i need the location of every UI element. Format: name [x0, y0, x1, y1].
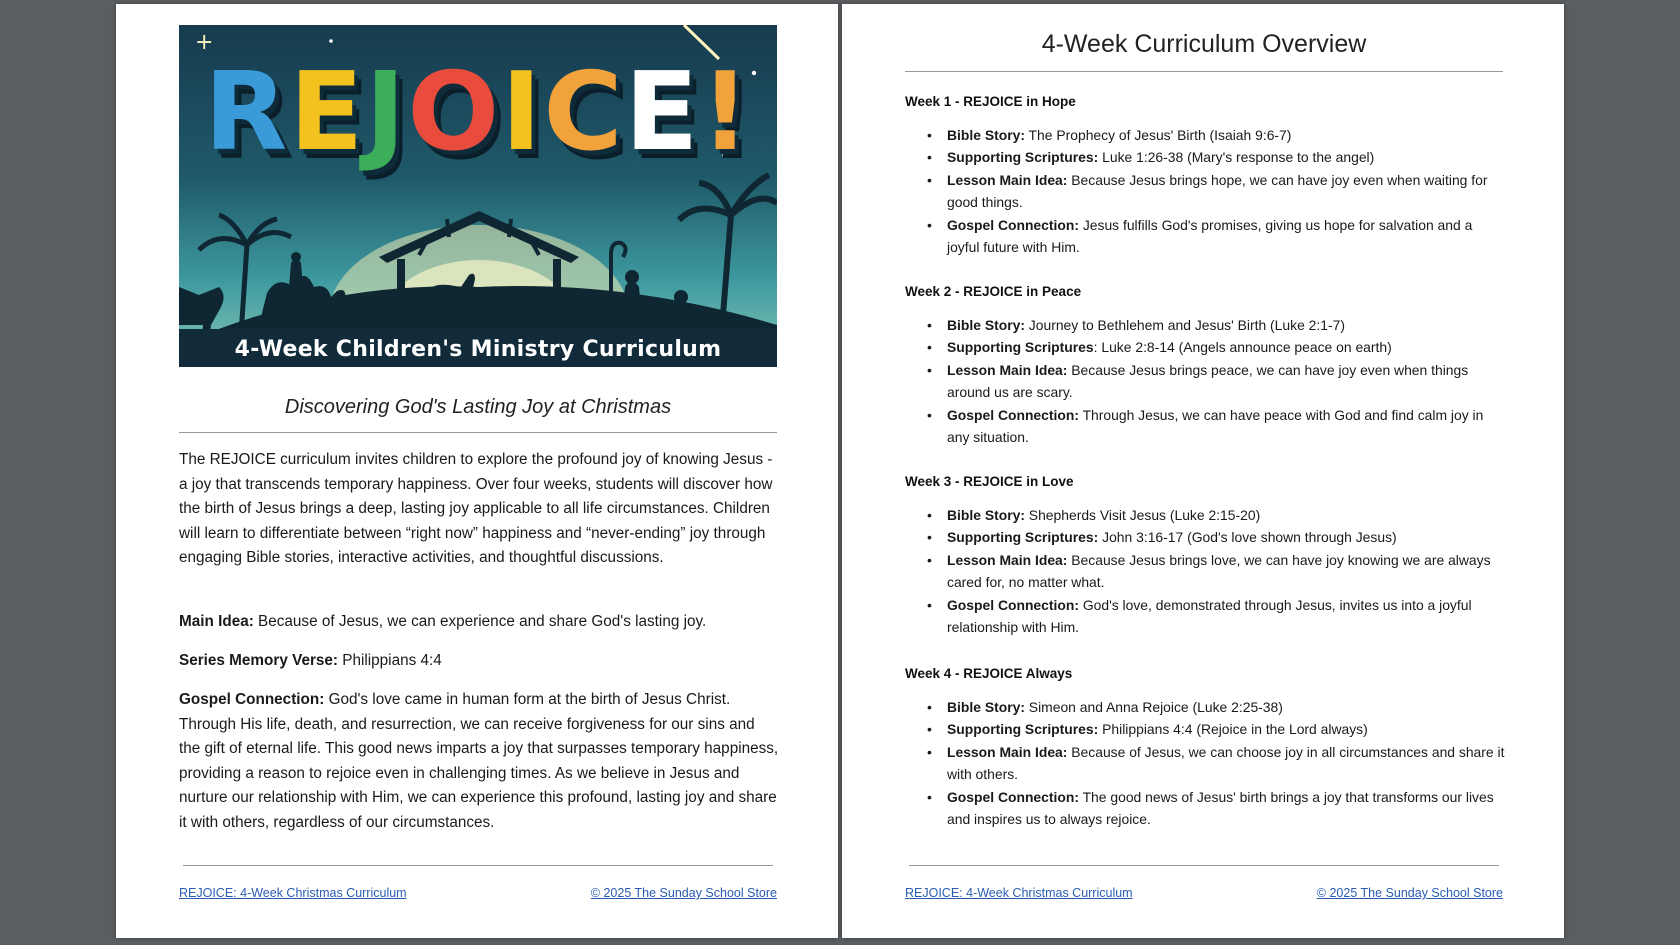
week-items-list — [905, 696, 1505, 830]
item-text: Philippians 4:4 (Rejoice in the Lord always) — [1098, 721, 1368, 738]
main-idea-label: Main Idea: — [179, 613, 254, 630]
divider — [905, 71, 1503, 72]
item-text: : Luke 2:8-14 (Angels announce peace on earth) — [1093, 339, 1392, 356]
main-idea-paragraph — [179, 610, 779, 635]
item-label: Bible Story: — [947, 507, 1025, 523]
list-item — [947, 504, 1505, 526]
divider — [179, 432, 777, 433]
memory-verse-text: Philippians 4:4 — [338, 652, 442, 669]
footer-title-link[interactable]: REJOICE: 4-Week Christmas Curriculum — [905, 886, 1133, 900]
item-label: Bible Story: — [947, 699, 1025, 715]
list-item — [947, 146, 1505, 168]
item-text: Luke 1:26-38 (Mary's response to the angel) — [1098, 149, 1375, 166]
cover-letter: C — [543, 50, 625, 175]
list-item — [947, 549, 1505, 594]
main-idea-text: Because of Jesus, we can experience and share God's lasting joy. — [253, 613, 707, 630]
week-title: Week 2 - REJOICE in Peace — [905, 284, 1082, 299]
list-item — [947, 696, 1505, 718]
list-item — [947, 169, 1505, 214]
list-item — [947, 786, 1505, 831]
item-label: Lesson Main Idea: — [947, 551, 1068, 568]
footer-copyright-link[interactable]: © 2025 The Sunday School Store — [590, 886, 777, 900]
item-text: Because Jesus brings hope, we can have joy even when waiting for good things. — [947, 171, 1488, 211]
intro-paragraph: The REJOICE curriculum invites children to explore the profound joy of knowing Jesus - a joy that transcends temporary happiness. Over four weeks, students will discover how the birth of Jesus brings a deep, lasting joy applicable to all life circumstances. Children will learn to differentiate between “right now” happiness and “never-ending” joy through engaging Bible stories, interactive activities, and thoughtful discussions. — [179, 451, 773, 567]
week-title: Week 1 - REJOICE in Hope — [905, 94, 1076, 109]
item-label: Supporting Scriptures: — [947, 721, 1099, 738]
cover-letter: ! — [700, 50, 752, 175]
item-label: Supporting Scriptures: — [947, 529, 1099, 546]
item-text: Because Jesus brings peace, we can have joy even when things around us are scary. — [947, 361, 1469, 401]
cover-letter: R — [204, 50, 290, 175]
item-text: Journey to Bethlehem and Jesus' Birth (Luke 2:1-7) — [1024, 317, 1345, 333]
footer-copyright-link[interactable]: © 2025 The Sunday School Store — [1316, 886, 1503, 900]
memory-verse-label: Series Memory Verse: — [179, 652, 339, 669]
cover-letter: J — [365, 50, 408, 175]
overview-title: 4-Week Curriculum Overview — [1041, 30, 1367, 58]
list-item — [947, 526, 1505, 548]
list-item — [947, 404, 1505, 449]
item-text: Because Jesus brings love, we can have joy knowing we are always cared for, no matter what. — [947, 551, 1491, 591]
gospel-connection-label: Gospel Connection: — [179, 691, 325, 708]
week-title: Week 4 - REJOICE Always — [905, 666, 1073, 681]
cover-letter: E — [289, 50, 366, 175]
list-item — [947, 314, 1505, 336]
item-label: Bible Story: — [947, 127, 1025, 143]
week-items-list — [905, 504, 1505, 638]
week-title: Week 3 - REJOICE in Love — [905, 474, 1074, 489]
footer-divider — [909, 865, 1499, 866]
footer-title-link[interactable]: REJOICE: 4-Week Christmas Curriculum — [179, 886, 407, 900]
document-page-right — [842, 4, 1564, 938]
item-text: The Prophecy of Jesus' Birth (Isaiah 9:6-7) — [1024, 127, 1292, 143]
cover-image — [179, 25, 777, 367]
item-text: John 3:16-17 (God's love shown through Jesus) — [1098, 529, 1397, 546]
item-label: Supporting Scriptures — [947, 339, 1094, 356]
svg-text:+: + — [195, 30, 214, 55]
item-label: Lesson Main Idea: — [947, 171, 1068, 188]
week-4-section — [905, 666, 1505, 830]
list-item — [947, 336, 1505, 358]
footer-divider — [183, 865, 773, 866]
item-text: The good news of Jesus' birth brings a joy that transforms our lives and inspires us to always rejoice. — [947, 788, 1494, 828]
item-label: Gospel Connection: — [947, 596, 1079, 613]
item-text: God's love, demonstrated through Jesus, invites us into a joyful relationship with Him. — [947, 596, 1472, 636]
week-2-section — [905, 284, 1505, 448]
list-item — [947, 359, 1505, 404]
cover-subtitle: 4-Week Children's Ministry Curriculum — [234, 337, 722, 362]
document-page-left — [116, 4, 838, 938]
week-items-list — [905, 314, 1505, 448]
gospel-connection-text: God's love came in human form at the birth of Jesus Christ. Through His life, death, and resurrection, we can receive forgiveness for our sins and the gift of eternal life. This good news imparts a joy that surpasses temporary happiness, providing a reason to rejoice even in challenging times. As we believe in Jesus and nurture our relationship with Him, we can experience this profound, lasting joy and share it with others, regardless of our circumstances. — [179, 691, 779, 831]
cover-letter: E — [624, 50, 701, 175]
gospel-connection-paragraph — [179, 688, 779, 836]
week-1-section — [905, 94, 1505, 258]
cover-letter: O — [407, 50, 502, 175]
item-text: Because of Jesus, we can choose joy in all circumstances and share it with others. — [947, 743, 1505, 783]
item-label: Gospel Connection: — [947, 406, 1079, 423]
item-text: Shepherds Visit Jesus (Luke 2:15-20) — [1024, 507, 1261, 523]
cover-title — [179, 50, 777, 175]
item-text: Through Jesus, we can have peace with God and find calm joy in any situation. — [947, 406, 1484, 446]
list-item — [947, 124, 1505, 146]
item-label: Lesson Main Idea: — [947, 743, 1068, 760]
item-label: Bible Story: — [947, 317, 1025, 333]
list-item — [947, 214, 1505, 259]
memory-verse-paragraph — [179, 649, 779, 674]
list-item — [947, 741, 1505, 786]
list-item — [947, 718, 1505, 740]
cover-letter: I — [501, 50, 544, 175]
item-label: Supporting Scriptures: — [947, 149, 1099, 166]
item-text: Simeon and Anna Rejoice (Luke 2:25-38) — [1024, 699, 1283, 715]
item-label: Gospel Connection: — [947, 788, 1079, 805]
list-item — [947, 594, 1505, 639]
item-label: Gospel Connection: — [947, 216, 1079, 233]
item-label: Lesson Main Idea: — [947, 361, 1068, 378]
week-items-list — [905, 124, 1505, 258]
week-3-section — [905, 474, 1505, 638]
page-tagline: Discovering God's Lasting Joy at Christmas — [284, 396, 672, 418]
item-text: Jesus fulfills God's promises, giving us hope for salvation and a joyful future with Him. — [947, 216, 1473, 256]
